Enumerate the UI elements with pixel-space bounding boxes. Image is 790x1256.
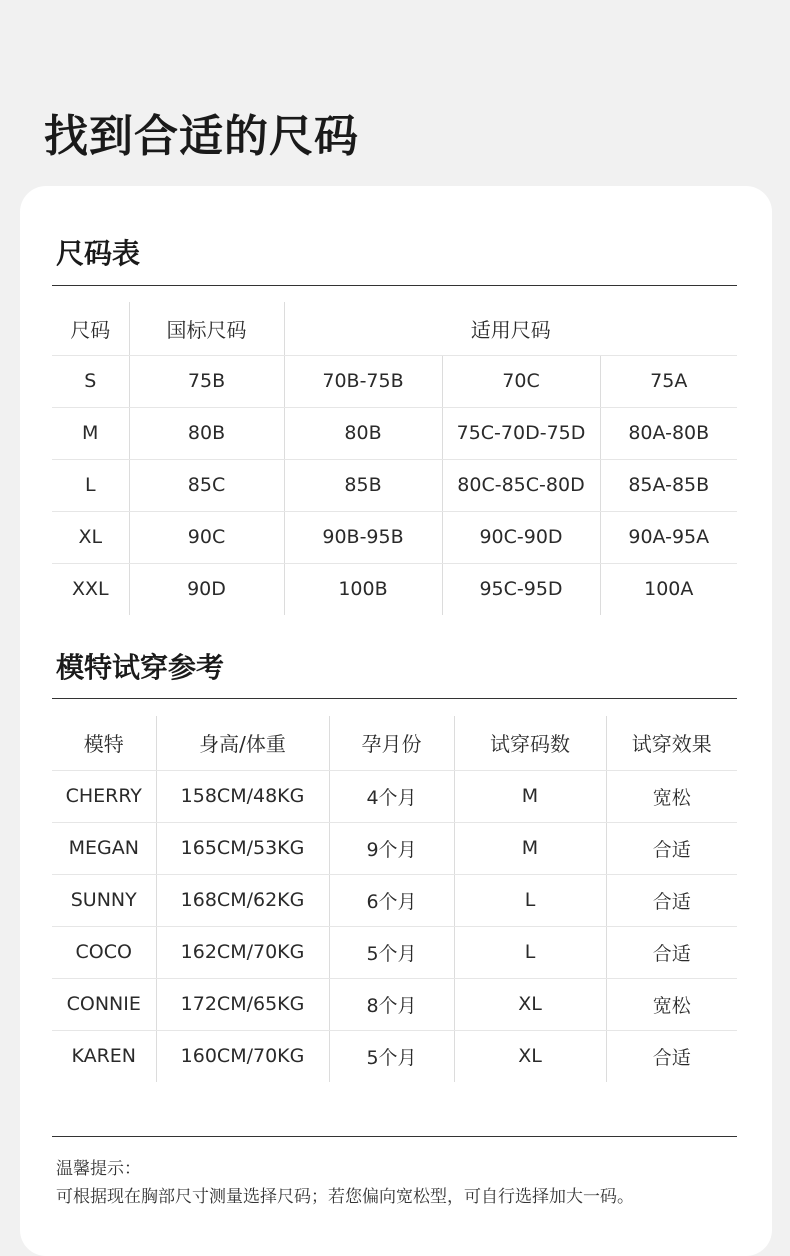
fit-cell: 75C-70D-75D	[442, 407, 600, 459]
effect-cell: 合适	[606, 1030, 737, 1082]
model-row	[52, 770, 737, 822]
effect-cell: 宽松	[606, 770, 737, 822]
header-national-size: 国标尺码	[129, 302, 284, 355]
tips-title: 温馨提示：	[56, 1159, 141, 1179]
model-header-row	[52, 716, 737, 770]
size-row	[52, 355, 737, 407]
fit-cell: 95C-95D	[442, 563, 600, 615]
effect-cell: 合适	[606, 822, 737, 874]
size-chart-table	[52, 302, 737, 615]
model-reference-table	[52, 716, 737, 1082]
pregnancy-month-cell: 5个月	[329, 1030, 454, 1082]
national-size-cell: 80B	[129, 407, 284, 459]
national-size-cell: 75B	[129, 355, 284, 407]
fit-cell: 80C-85C-80D	[442, 459, 600, 511]
header-applicable-size: 适用尺码	[284, 302, 737, 355]
fit-cell: 100A	[600, 563, 737, 615]
page-title: 找到合适的尺码	[44, 111, 359, 162]
header-model: 模特	[52, 716, 156, 770]
size-row	[52, 407, 737, 459]
height-weight-cell: 162CM/70KG	[156, 926, 329, 978]
fit-cell: 80A-80B	[600, 407, 737, 459]
size-chart-title: 尺码表	[56, 237, 141, 270]
size-tried-cell: M	[454, 770, 606, 822]
fit-cell: 75A	[600, 355, 737, 407]
fit-cell: 70B-75B	[284, 355, 442, 407]
size-guide-card	[20, 186, 772, 1256]
header-pregnancy-month: 孕月份	[329, 716, 454, 770]
height-weight-cell: 160CM/70KG	[156, 1030, 329, 1082]
size-row	[52, 459, 737, 511]
model-reference-divider	[52, 698, 737, 699]
size-tried-cell: L	[454, 874, 606, 926]
model-name-cell: MEGAN	[52, 822, 156, 874]
header-size-tried: 试穿码数	[454, 716, 606, 770]
effect-cell: 合适	[606, 926, 737, 978]
national-size-cell: 90C	[129, 511, 284, 563]
height-weight-cell: 165CM/53KG	[156, 822, 329, 874]
model-name-cell: COCO	[52, 926, 156, 978]
size-cell: XXL	[71, 578, 109, 601]
tips-divider	[52, 1136, 737, 1137]
header-size: 尺码	[52, 302, 129, 355]
pregnancy-month-cell: 4个月	[329, 770, 454, 822]
model-reference-title: 模特试穿参考	[56, 651, 225, 684]
height-weight-cell: 158CM/48KG	[156, 770, 329, 822]
header-height-weight: 身高/体重	[156, 716, 329, 770]
model-name-cell: SUNNY	[52, 874, 156, 926]
fit-cell: 80B	[284, 407, 442, 459]
fit-cell: 90B-95B	[284, 511, 442, 563]
size-row	[52, 511, 737, 563]
model-name-cell: KAREN	[71, 1045, 137, 1068]
model-row	[52, 1030, 737, 1082]
size-tried-cell: XL	[454, 978, 606, 1030]
size-tried-cell: M	[454, 822, 606, 874]
pregnancy-month-cell: 6个月	[329, 874, 454, 926]
effect-cell: 合适	[606, 874, 737, 926]
size-tried-cell: L	[454, 926, 606, 978]
fit-cell: 70C	[442, 355, 600, 407]
height-weight-cell: 172CM/65KG	[156, 978, 329, 1030]
model-row	[52, 978, 737, 1030]
size-tried-cell: XL	[454, 1030, 606, 1082]
model-row	[52, 926, 737, 978]
size-row	[52, 563, 737, 615]
effect-cell: 宽松	[606, 978, 737, 1030]
tips-text: 可根据现在胸部尺寸测量选择尺码；若您偏向宽松型，可自行选择加大一码。	[56, 1187, 634, 1207]
size-chart-header-row	[52, 302, 737, 355]
fit-cell: 85B	[284, 459, 442, 511]
fit-cell: 90A-95A	[600, 511, 737, 563]
header-effect: 试穿效果	[606, 716, 737, 770]
height-weight-cell: 168CM/62KG	[156, 874, 329, 926]
size-cell: L	[52, 459, 129, 511]
size-cell: S	[52, 355, 129, 407]
size-chart-divider	[52, 285, 737, 286]
pregnancy-month-cell: 5个月	[329, 926, 454, 978]
pregnancy-month-cell: 9个月	[329, 822, 454, 874]
fit-cell: 90C-90D	[442, 511, 600, 563]
national-size-cell: 85C	[129, 459, 284, 511]
size-cell: M	[52, 407, 129, 459]
fit-cell: 100B	[284, 563, 442, 615]
fit-cell: 85A-85B	[600, 459, 737, 511]
pregnancy-month-cell: 8个月	[329, 978, 454, 1030]
national-size-cell: 90D	[129, 563, 284, 615]
model-row	[52, 874, 737, 926]
model-name-cell: CHERRY	[52, 770, 156, 822]
model-row	[52, 822, 737, 874]
size-cell: XL	[52, 511, 129, 563]
model-name-cell: CONNIE	[52, 978, 156, 1030]
